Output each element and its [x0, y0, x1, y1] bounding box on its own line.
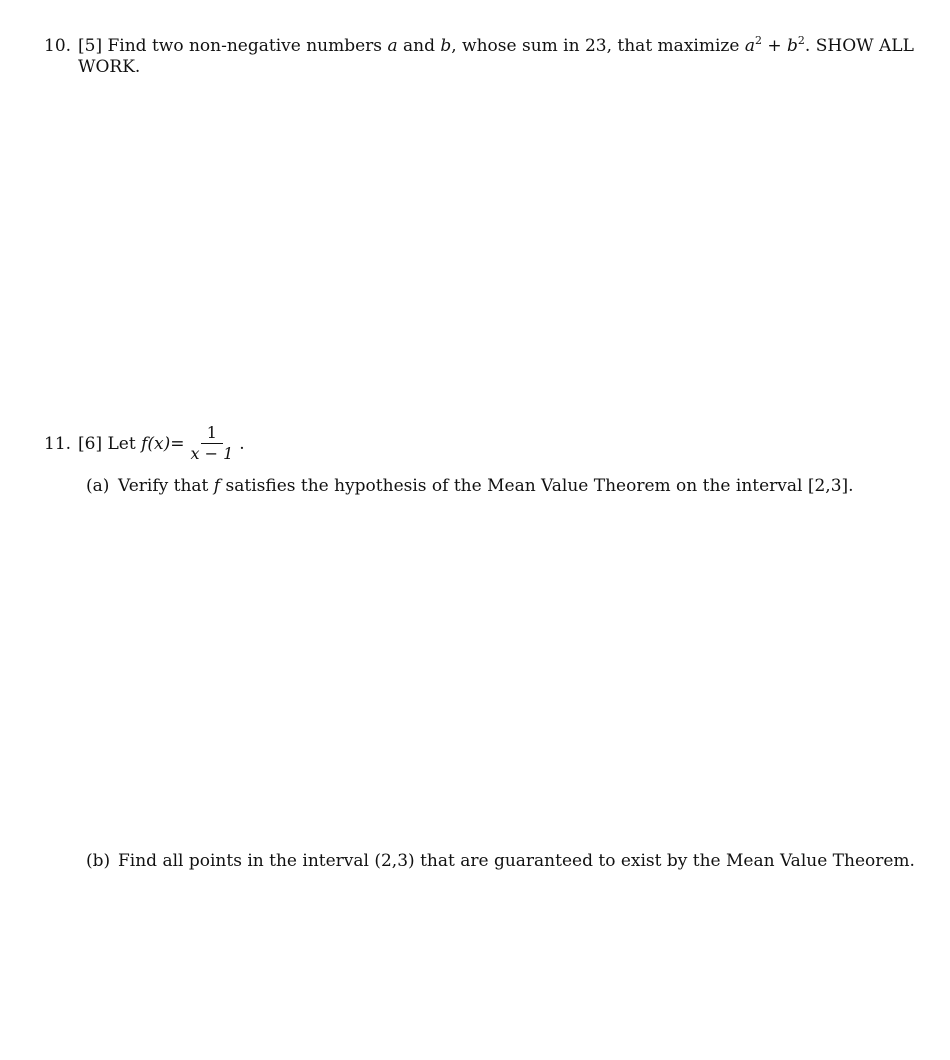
- problem-10-line-1: [44, 34, 914, 57]
- function-definition-lhs: f(x): [141, 434, 171, 455]
- part-a-text-2: satisfies the hypothesis of the Mean Value Theorem on the interval [2,3].: [220, 476, 854, 496]
- problem-11-line-1: [44, 423, 904, 464]
- expression-a: a: [744, 36, 755, 56]
- problem-10: [44, 34, 914, 79]
- exponent-b: 2: [797, 34, 805, 47]
- problem-11-part-b: [86, 851, 915, 872]
- fraction: [186, 424, 237, 462]
- expression-b: b: [787, 36, 798, 56]
- problem-10-line-2: [44, 57, 904, 78]
- problem-10-text-b: , whose sum in 23, that maximize: [451, 36, 745, 56]
- plus-sign: +: [761, 36, 788, 56]
- variable-b: b: [440, 36, 452, 56]
- part-a-text-1: Verify that: [118, 476, 214, 496]
- problem-10-text-and: and: [397, 36, 441, 56]
- problem-11-period: .: [239, 434, 245, 455]
- part-a-function: f: [213, 476, 221, 496]
- problem-11-intro: [6] Let: [78, 434, 136, 455]
- exponent-a: 2: [754, 34, 762, 47]
- problem-10-text-a: [5] Find two non-negative numbers: [78, 36, 388, 56]
- fraction-denominator: x − 1: [190, 443, 234, 463]
- variable-a: a: [387, 36, 398, 56]
- part-a-label: (a): [86, 476, 110, 496]
- problem-11-part-a: [86, 476, 854, 497]
- equals-sign: =: [170, 434, 185, 455]
- part-b-text: Find all points in the interval (2,3) that are guaranteed to exist by the Mean Value Theorem.: [118, 851, 915, 871]
- fraction-numerator: 1: [201, 424, 223, 444]
- problem-11-number: 11.: [44, 434, 72, 455]
- problem-11: [44, 423, 904, 464]
- problem-10-text-d: WORK.: [78, 57, 141, 78]
- problem-10-text-c: . SHOW ALL: [804, 36, 914, 56]
- part-b-label: (b): [86, 851, 111, 871]
- problem-10-number: 10.: [44, 36, 72, 56]
